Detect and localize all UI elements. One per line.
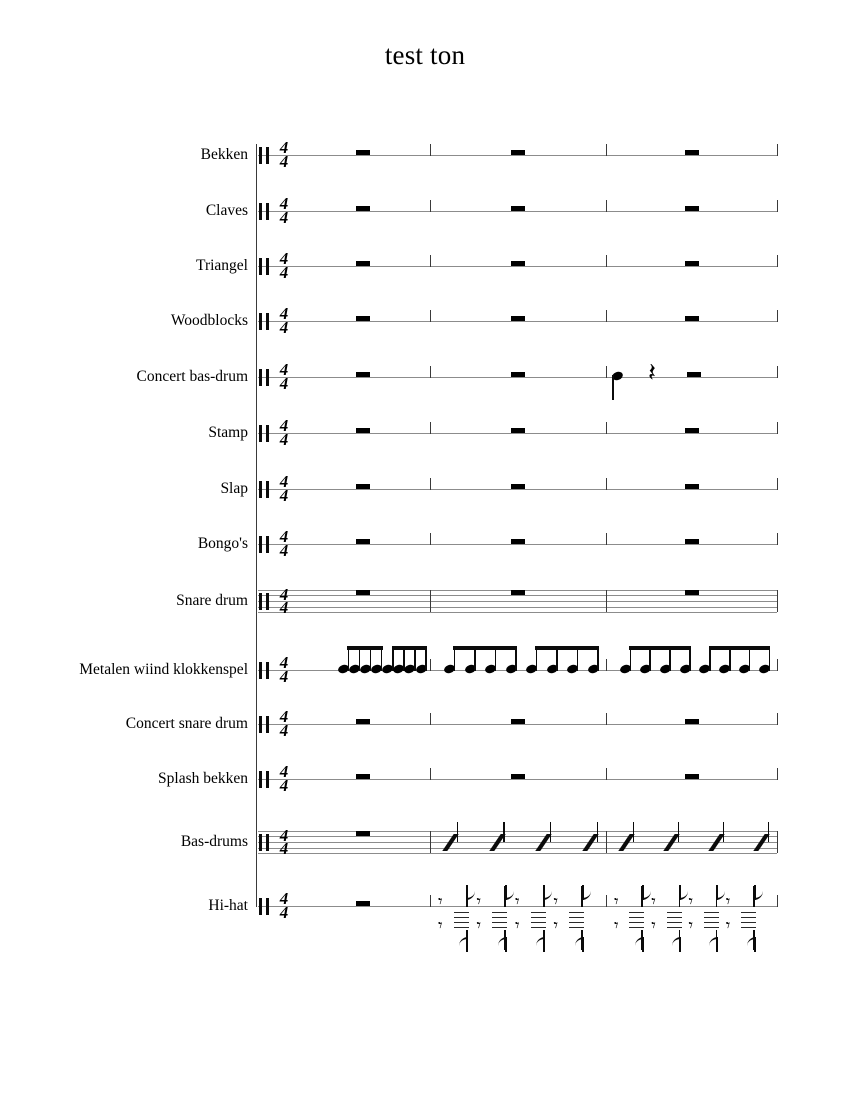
eighth-rest-upper: 𝄾 (553, 892, 559, 912)
whole-measure-rest (685, 774, 699, 779)
eighth-rest-lower: 𝄾 (553, 916, 559, 936)
time-signature-denominator: 4 (279, 207, 289, 227)
barline (606, 713, 607, 725)
instrument-name: Triangel (196, 257, 248, 274)
x-note-head-lower (669, 925, 679, 935)
ledger-line (704, 912, 719, 913)
barline (430, 533, 431, 545)
time-signature-denominator: 4 (279, 151, 289, 171)
barline (606, 255, 607, 267)
ledger-line (667, 912, 682, 913)
note-stem (678, 822, 680, 842)
time-signature-denominator: 4 (279, 429, 289, 449)
barline (606, 533, 607, 545)
note-stem (649, 647, 651, 671)
barline (777, 478, 778, 490)
x-note-head-lower (533, 925, 543, 935)
barline (606, 831, 607, 853)
eighth-flag-upper (582, 885, 591, 900)
percussion-clef-icon (259, 481, 270, 498)
barline (777, 533, 778, 545)
whole-measure-rest (511, 774, 525, 779)
barline (606, 200, 607, 212)
barline (430, 659, 431, 671)
time-signature-denominator: 4 (279, 839, 289, 859)
whole-measure-rest (356, 372, 370, 377)
barline (606, 422, 607, 434)
whole-measure-rest (356, 428, 370, 433)
whole-measure-rest (356, 539, 370, 544)
barline (606, 590, 607, 612)
time-signature-numerator: 4 (279, 584, 289, 604)
note-stem (769, 647, 771, 671)
barline (777, 422, 778, 434)
eighth-rest-lower: 𝄾 (651, 916, 656, 936)
time-signature-denominator: 4 (279, 485, 289, 505)
staff-line (258, 544, 777, 545)
eighth-flag-lower (709, 937, 718, 952)
eighth-flag-upper (466, 885, 475, 900)
ledger-line (629, 922, 644, 923)
percussion-clef-icon (259, 662, 270, 679)
note-stem (550, 822, 552, 842)
whole-measure-rest (356, 719, 370, 724)
time-signature-numerator: 4 (279, 825, 289, 845)
whole-measure-rest (511, 428, 525, 433)
x-note-head-upper (572, 901, 582, 911)
note-stem (556, 647, 558, 671)
ledger-line (531, 917, 546, 918)
barline (430, 366, 431, 378)
note-stem (425, 647, 427, 671)
barline (430, 768, 431, 780)
note-stem (454, 647, 456, 671)
time-signature (275, 889, 293, 922)
eighth-flag-lower (536, 937, 545, 952)
staff-line (258, 836, 777, 837)
instrument-name: Splash bekken (158, 770, 248, 787)
percussion-clef-icon (259, 369, 270, 386)
ledger-line (492, 917, 507, 918)
time-signature-denominator: 4 (279, 598, 289, 618)
eighth-flag-lower (575, 937, 584, 952)
barline (777, 659, 778, 671)
eighth-rest-lower: 𝄾 (725, 916, 731, 936)
staff-line (258, 601, 777, 602)
instrument-name: Metalen wiind klokkenspel (79, 661, 248, 678)
beam (535, 646, 599, 650)
percussion-clef-icon (259, 898, 270, 915)
whole-measure-rest (356, 150, 370, 155)
time-signature (275, 138, 293, 171)
barline (430, 144, 431, 156)
whole-measure-rest (356, 206, 370, 211)
barline (777, 895, 778, 907)
note-stem (474, 647, 476, 671)
note-stem (457, 822, 459, 842)
barline (606, 144, 607, 156)
eighth-rest-upper: 𝄾 (725, 892, 731, 912)
half-rest (687, 372, 701, 377)
whole-measure-rest (685, 261, 699, 266)
note-stem (612, 375, 614, 400)
whole-measure-rest (685, 206, 699, 211)
time-signature (275, 707, 293, 740)
time-signature-numerator: 4 (279, 653, 289, 672)
barline (606, 478, 607, 490)
note-stem (729, 647, 731, 671)
eighth-flag-upper (642, 885, 651, 900)
note-stem (503, 822, 505, 842)
ledger-line (741, 912, 756, 913)
note-stem (689, 647, 691, 671)
ledger-line (531, 922, 546, 923)
instrument-name: Bongo's (197, 535, 248, 552)
whole-measure-rest (356, 901, 370, 906)
ledger-line (741, 922, 756, 923)
time-signature (275, 416, 293, 449)
whole-measure-rest (685, 316, 699, 321)
barline (430, 590, 431, 612)
x-note-head-upper (744, 901, 754, 911)
staff-line (258, 848, 777, 849)
eighth-flag-lower (635, 937, 644, 952)
note-stem (723, 822, 725, 842)
page-title: test ton (384, 40, 466, 70)
barline (777, 200, 778, 212)
eighth-flag-upper (716, 885, 725, 900)
ledger-line (629, 917, 644, 918)
beam (453, 646, 517, 650)
eighth-rest-lower: 𝄾 (688, 916, 694, 936)
ledger-line (531, 912, 546, 913)
instrument-name: Stamp (208, 424, 248, 441)
whole-measure-rest (511, 590, 525, 595)
whole-measure-rest (356, 261, 370, 266)
staff-line (258, 842, 777, 843)
note-stem (515, 647, 517, 671)
x-note-head-upper (669, 901, 679, 911)
time-signature-denominator: 4 (279, 262, 289, 282)
staff-line (258, 266, 777, 267)
note-stem (709, 647, 711, 671)
time-signature-denominator: 4 (279, 775, 289, 795)
barline (606, 366, 607, 378)
barline (777, 768, 778, 780)
barline (430, 310, 431, 322)
x-note-head-upper (533, 901, 543, 911)
eighth-flag-upper (754, 885, 763, 900)
whole-measure-rest (685, 150, 699, 155)
instrument-name: Hi-hat (208, 897, 248, 914)
x-note-head-upper (495, 901, 505, 911)
barline (606, 659, 607, 671)
beam (709, 646, 771, 650)
instrument-name: Snare drum (176, 592, 248, 609)
eighth-rest-upper: 𝄾 (476, 892, 482, 912)
instrument-name: Concert snare drum (125, 715, 248, 732)
ledger-line (569, 912, 584, 913)
barline (430, 255, 431, 267)
time-signature-numerator: 4 (279, 889, 289, 908)
instrument-name: Bekken (200, 146, 248, 163)
time-signature (275, 527, 293, 560)
percussion-clef-icon (259, 258, 270, 275)
barline (777, 366, 778, 378)
ledger-line (741, 917, 756, 918)
beam (347, 646, 382, 650)
eighth-flag-lower (747, 937, 756, 952)
instrument-name: Bas-drums (180, 833, 248, 850)
barline (430, 200, 431, 212)
staff-line (258, 853, 777, 854)
staff-line (258, 595, 777, 596)
whole-measure-rest (356, 831, 370, 836)
quarter-rest: 𝄽 (648, 358, 656, 388)
eighth-rest-upper: 𝄾 (688, 892, 694, 912)
ledger-line (454, 922, 469, 923)
time-signature-numerator: 4 (279, 360, 289, 379)
whole-measure-rest (685, 539, 699, 544)
time-signature-numerator: 4 (279, 707, 289, 726)
note-stem (633, 822, 635, 842)
x-note-head-upper (632, 901, 642, 911)
eighth-rest-upper: 𝄾 (651, 892, 656, 912)
percussion-clef-icon (259, 536, 270, 553)
note-stem (597, 647, 599, 671)
barline (777, 310, 778, 322)
ledger-line (667, 917, 682, 918)
ledger-line (629, 912, 644, 913)
time-signature-numerator: 4 (279, 527, 289, 546)
time-signature-denominator: 4 (279, 666, 289, 686)
barline (430, 422, 431, 434)
ledger-line (454, 917, 469, 918)
x-note-head-lower (572, 925, 582, 935)
whole-measure-rest (685, 428, 699, 433)
percussion-clef-icon (259, 593, 270, 610)
percussion-clef-icon (259, 147, 270, 164)
staff-line (258, 377, 777, 378)
x-note-head-lower (706, 925, 716, 935)
time-signature-denominator: 4 (279, 373, 289, 393)
barline (777, 144, 778, 156)
x-note-head-lower (456, 925, 466, 935)
eighth-flag-upper (543, 885, 552, 900)
instrument-name: Claves (205, 202, 248, 219)
staff-line (258, 321, 777, 322)
whole-measure-rest (511, 372, 525, 377)
eighth-rest-lower: 𝄾 (515, 916, 520, 936)
time-signature-denominator: 4 (279, 720, 289, 740)
barline (777, 831, 778, 853)
percussion-clef-icon (259, 425, 270, 442)
note-stem (669, 647, 671, 671)
barline (606, 310, 607, 322)
eighth-flag-upper (679, 885, 688, 900)
time-signature-numerator: 4 (279, 762, 289, 781)
time-signature-denominator: 4 (279, 317, 289, 337)
instrument-name: Concert bas-drum (136, 368, 248, 385)
staff-line (258, 831, 777, 832)
whole-measure-rest (511, 206, 525, 211)
barline (606, 895, 607, 907)
system-spine (256, 144, 257, 907)
barline (777, 713, 778, 725)
time-signature (275, 360, 293, 393)
x-note-head-lower (495, 925, 505, 935)
time-signature (275, 194, 293, 227)
eighth-rest-upper: 𝄾 (614, 892, 619, 912)
barline (777, 255, 778, 267)
staff-line (258, 211, 777, 212)
note-stem (630, 647, 632, 671)
note-stem (749, 647, 751, 671)
beam (392, 646, 427, 650)
whole-measure-rest (685, 484, 699, 489)
whole-measure-rest (356, 774, 370, 779)
whole-measure-rest (356, 316, 370, 321)
barline (430, 478, 431, 490)
x-note-head-upper (706, 901, 716, 911)
instrument-name: Woodblocks (170, 312, 248, 329)
staff-line (258, 779, 777, 780)
eighth-rest-lower: 𝄾 (614, 916, 619, 936)
ledger-line (569, 922, 584, 923)
whole-measure-rest (356, 484, 370, 489)
time-signature-numerator: 4 (279, 194, 289, 213)
eighth-rest-upper: 𝄾 (515, 892, 520, 912)
staff-line (258, 607, 777, 608)
eighth-flag-upper (505, 885, 514, 900)
note-stem (536, 647, 538, 671)
percussion-clef-icon (259, 716, 270, 733)
percussion-clef-icon (259, 834, 270, 851)
staff-line (258, 612, 777, 613)
time-signature-numerator: 4 (279, 249, 289, 268)
time-signature (275, 249, 293, 282)
whole-measure-rest (511, 719, 525, 724)
beam (629, 646, 691, 650)
time-signature-denominator: 4 (279, 902, 289, 922)
percussion-clef-icon (259, 313, 270, 330)
whole-measure-rest (511, 261, 525, 266)
x-note-head-upper (456, 901, 466, 911)
percussion-clef-icon (259, 203, 270, 220)
ledger-line (704, 917, 719, 918)
barline (777, 590, 778, 612)
ledger-line (569, 917, 584, 918)
time-signature-numerator: 4 (279, 138, 289, 157)
time-signature (275, 825, 293, 859)
note-stem (768, 822, 770, 842)
barline (606, 768, 607, 780)
ledger-line (704, 922, 719, 923)
time-signature (275, 653, 293, 686)
staff-line (258, 155, 777, 156)
time-signature (275, 762, 293, 795)
whole-measure-rest (356, 590, 370, 595)
ledger-line (492, 912, 507, 913)
time-signature-denominator: 4 (279, 540, 289, 560)
whole-measure-rest (511, 539, 525, 544)
time-signature (275, 304, 293, 337)
note-stem (495, 647, 497, 671)
note-stem (577, 647, 579, 671)
x-note-head-lower (744, 925, 754, 935)
time-signature-numerator: 4 (279, 472, 289, 491)
instrument-name: Slap (220, 480, 248, 497)
time-signature-numerator: 4 (279, 416, 289, 435)
ledger-line (492, 922, 507, 923)
whole-measure-rest (511, 484, 525, 489)
barline (430, 895, 431, 907)
eighth-flag-lower (459, 937, 468, 952)
staff-line (258, 489, 777, 490)
x-note-head-lower (632, 925, 642, 935)
time-signature (275, 472, 293, 505)
eighth-rest-upper: 𝄾 (438, 892, 443, 912)
time-signature (275, 584, 293, 618)
note-stem (597, 822, 599, 842)
staff-line (258, 724, 777, 725)
whole-measure-rest (685, 590, 699, 595)
barline (430, 831, 431, 853)
barline (430, 713, 431, 725)
whole-measure-rest (685, 719, 699, 724)
eighth-flag-lower (498, 937, 507, 952)
whole-measure-rest (511, 316, 525, 321)
eighth-rest-lower: 𝄾 (438, 916, 443, 936)
whole-measure-rest (511, 150, 525, 155)
ledger-line (667, 922, 682, 923)
time-signature-numerator: 4 (279, 304, 289, 323)
staff-line (258, 433, 777, 434)
ledger-line (454, 912, 469, 913)
eighth-rest-lower: 𝄾 (476, 916, 482, 936)
percussion-clef-icon (259, 771, 270, 788)
eighth-flag-lower (672, 937, 681, 952)
